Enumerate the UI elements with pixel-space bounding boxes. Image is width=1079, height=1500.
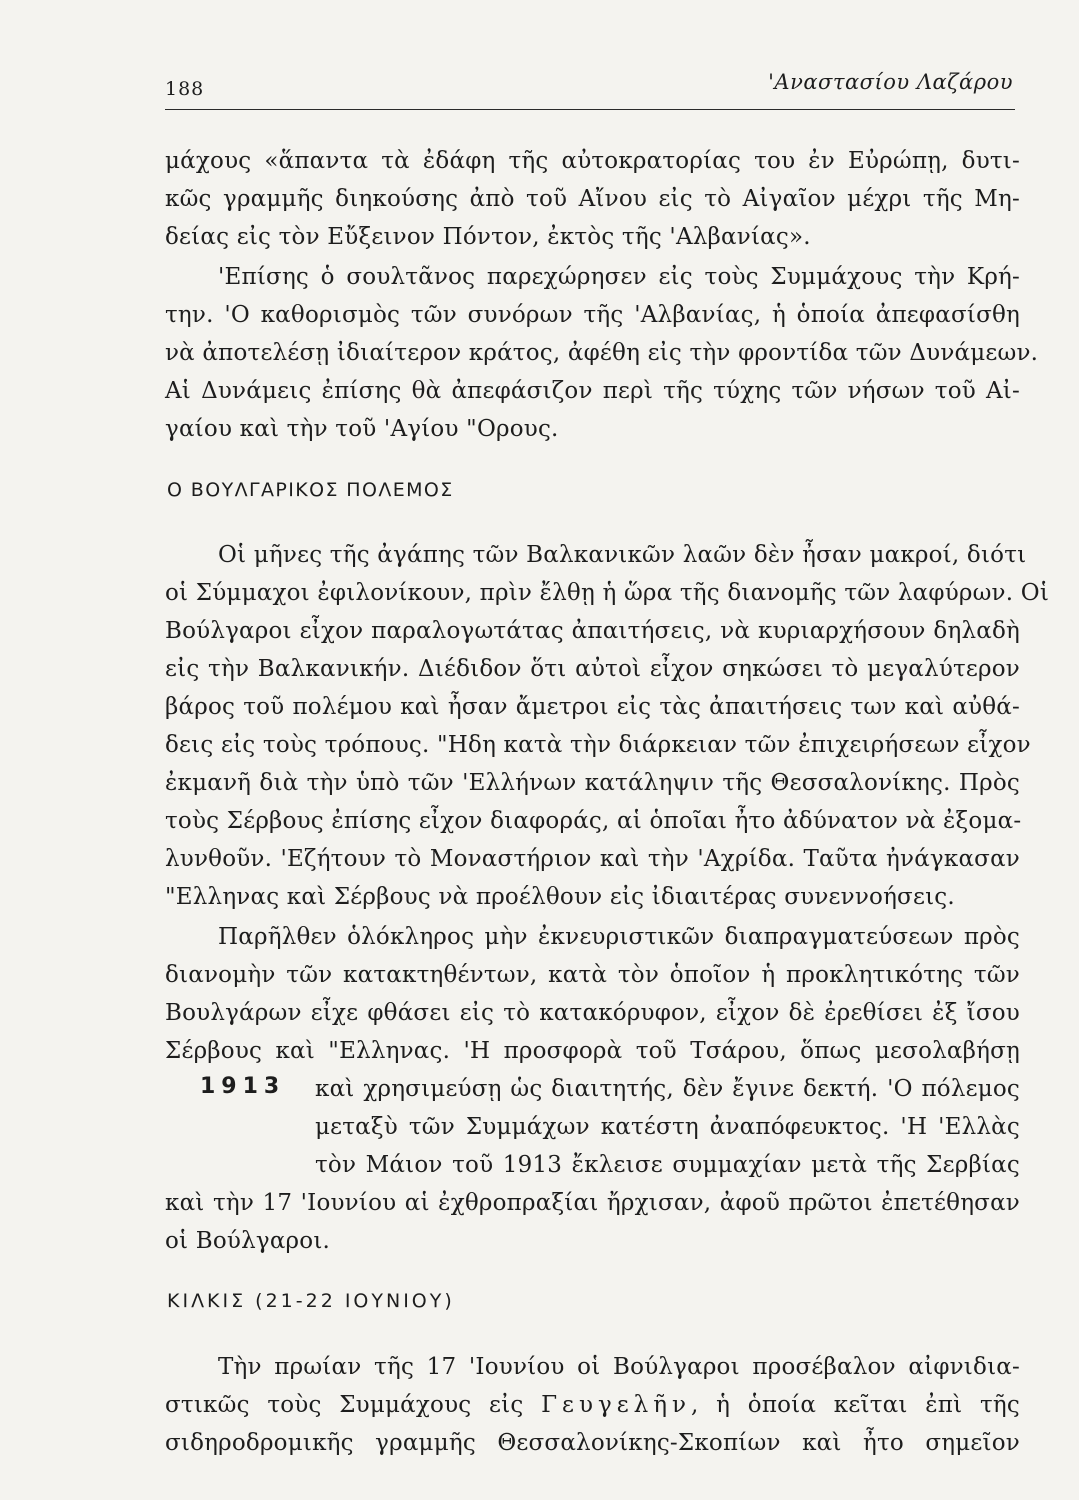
place-name-spaced: Γευγελῆν	[541, 1392, 691, 1418]
section-heading: Ο ΒΟΥΛΓΑΡΙΚΟΣ ΠΟΛΕΜΟΣ	[167, 479, 454, 501]
header-rule	[165, 109, 1015, 110]
page-header	[165, 68, 1015, 108]
text-line: σιδηροδρομικῆς γραμμῆς Θεσσαλονίκης-Σκοπίων καὶ ἦτο σημεῖον	[165, 1430, 1020, 1456]
text-segment: , ἡ ὁποία κεῖται ἐπὶ τῆς	[690, 1392, 1020, 1418]
text-line	[165, 1386, 1020, 1424]
text-line: λυνθοῦν. 'Εζήτουν τὸ Μοναστήριον καὶ τὴν 'Αχρίδα. Ταῦτα ἠνάγκασαν	[165, 846, 1020, 872]
text-line: δείας εἰς τὸν Εὔξεινον Πόντον, ἐκτὸς τῆς 'Αλβανίας».	[165, 224, 811, 250]
text-line: γαίου καὶ τὴν τοῦ 'Αγίου "Ορους.	[165, 416, 559, 442]
text-line: τὸν Μάιον τοῦ 1913 ἔκλεισε συμμαχίαν μετὰ τῆς Σερβίας	[315, 1152, 1020, 1178]
section-heading: ΚΙΛΚΙΣ (21-22 ΙΟΥΝΙΟΥ)	[167, 1290, 455, 1312]
text-line: Τὴν πρωίαν τῆς 17 'Ιουνίου οἱ Βούλγαροι προσέβαλον αἰφνιδια-	[218, 1354, 1020, 1380]
text-line: Παρῆλθεν ὁλόκληρος μὴν ἐκνευριστικῶν διαπραγματεύσεων πρὸς	[218, 924, 1020, 950]
text-line: νὰ ἀποτελέσῃ ἰδιαίτερον κράτος, ἀφέθη εἰς τὴν φροντίδα τῶν Δυνάμεων.	[165, 340, 1039, 366]
text-line: "Ελληνας καὶ Σέρβους νὰ προέλθουν εἰς ἰδιαιτέρας συνεννοήσεις.	[165, 884, 955, 910]
text-line: Βούλγαροι εἶχον παραλογωτάτας ἀπαιτήσεις, νὰ κυριαρχήσουν δηλαδὴ	[165, 618, 1020, 644]
text-line: 'Επίσης ὁ σουλτᾶνος παρεχώρησεν εἰς τοὺς Συμμάχους τὴν Κρή-	[218, 264, 1020, 290]
text-line: Σέρβους καὶ "Ελληνας. 'Η προσφορὰ τοῦ Τσάρου, ὅπως μεσολαβήσῃ	[165, 1038, 1020, 1064]
text-line: οἱ Βούλγαροι.	[165, 1228, 331, 1254]
text-line: εἰς τὴν Βαλκανικήν. Διέδιδον ὅτι αὐτοὶ εἶχον σηκώσει τὸ μεγαλύτερον	[165, 656, 1020, 682]
text-line: Οἱ μῆνες τῆς ἀγάπης τῶν Βαλκανικῶν λαῶν δὲν ἦσαν μακροί, διότι	[218, 542, 1027, 568]
text-segment: στικῶς τοὺς Συμμάχους εἰς	[165, 1392, 524, 1418]
text-line: καὶ χρησιμεύσῃ ὡς διαιτητής, δὲν ἔγινε δεκτή. 'Ο πόλεμος	[315, 1076, 1020, 1102]
text-line: διανομὴν τῶν κατακτηθέντων, κατὰ τὸν ὁποῖον ἡ προκλητικότης τῶν	[165, 962, 1020, 988]
running-head: 'Αναστασίου Λαζάρου	[768, 70, 1013, 94]
text-line: τοὺς Σέρβους ἐπίσης εἶχον διαφοράς, αἱ ὁποῖαι ἦτο ἀδύνατον νὰ ἐξομα-	[165, 808, 1022, 834]
text-line: καὶ τὴν 17 'Ιουνίου αἱ ἐχθροπραξίαι ἤρχισαν, ἀφοῦ πρῶτοι ἐπετέθησαν	[165, 1190, 1020, 1216]
text-line: Βουλγάρων εἶχε φθάσει εἰς τὸ κατακόρυφον, εἶχον δὲ ἐρεθίσει ἐξ ἴσου	[165, 1000, 1020, 1026]
text-line: μεταξὺ τῶν Συμμάχων κατέστη ἀναπόφευκτος. 'Η 'Ελλὰς	[315, 1114, 1020, 1140]
text-line: κῶς γραμμῆς διηκούσης ἀπὸ τοῦ Αἴνου εἰς τὸ Αἰγαῖον μέχρι τῆς Μη-	[165, 186, 1020, 212]
text-line: την. 'Ο καθορισμὸς τῶν συνόρων τῆς 'Αλβανίας, ἡ ὁποία ἀπεφασίσθη	[165, 302, 1020, 328]
text-line: ἐκμανῆ διὰ τὴν ὑπὸ τῶν 'Ελλήνων κατάληψιν τῆς Θεσσαλονίκης. Πρὸς	[165, 770, 1020, 796]
text-line: οἱ Σύμμαχοι ἐφιλονίκουν, πρὶν ἔλθῃ ἡ ὥρα τῆς διανομῆς τῶν λαφύρων. Οἱ	[165, 580, 1050, 606]
text-line: Αἱ Δυνάμεις ἐπίσης θὰ ἀπεφάσιζον περὶ τῆς τύχης τῶν νήσων τοῦ Αἰ-	[165, 378, 1020, 404]
text-line: βάρος τοῦ πολέμου καὶ ἦσαν ἄμετροι εἰς τὰς ἀπαιτήσεις των καὶ αὐθά-	[165, 694, 1020, 720]
page-number: 188	[165, 78, 205, 100]
text-line: δεις εἰς τοὺς τρόπους. "Ηδη κατὰ τὴν διάρκειαν τῶν ἐπιχειρήσεων εἶχον	[165, 732, 1031, 758]
text-line: μάχους «ἅπαντα τὰ ἐδάφη τῆς αὐτοκρατορίας του ἐν Εὐρώπῃ, δυτι-	[165, 148, 1020, 174]
margin-year: 1913	[200, 1074, 286, 1099]
